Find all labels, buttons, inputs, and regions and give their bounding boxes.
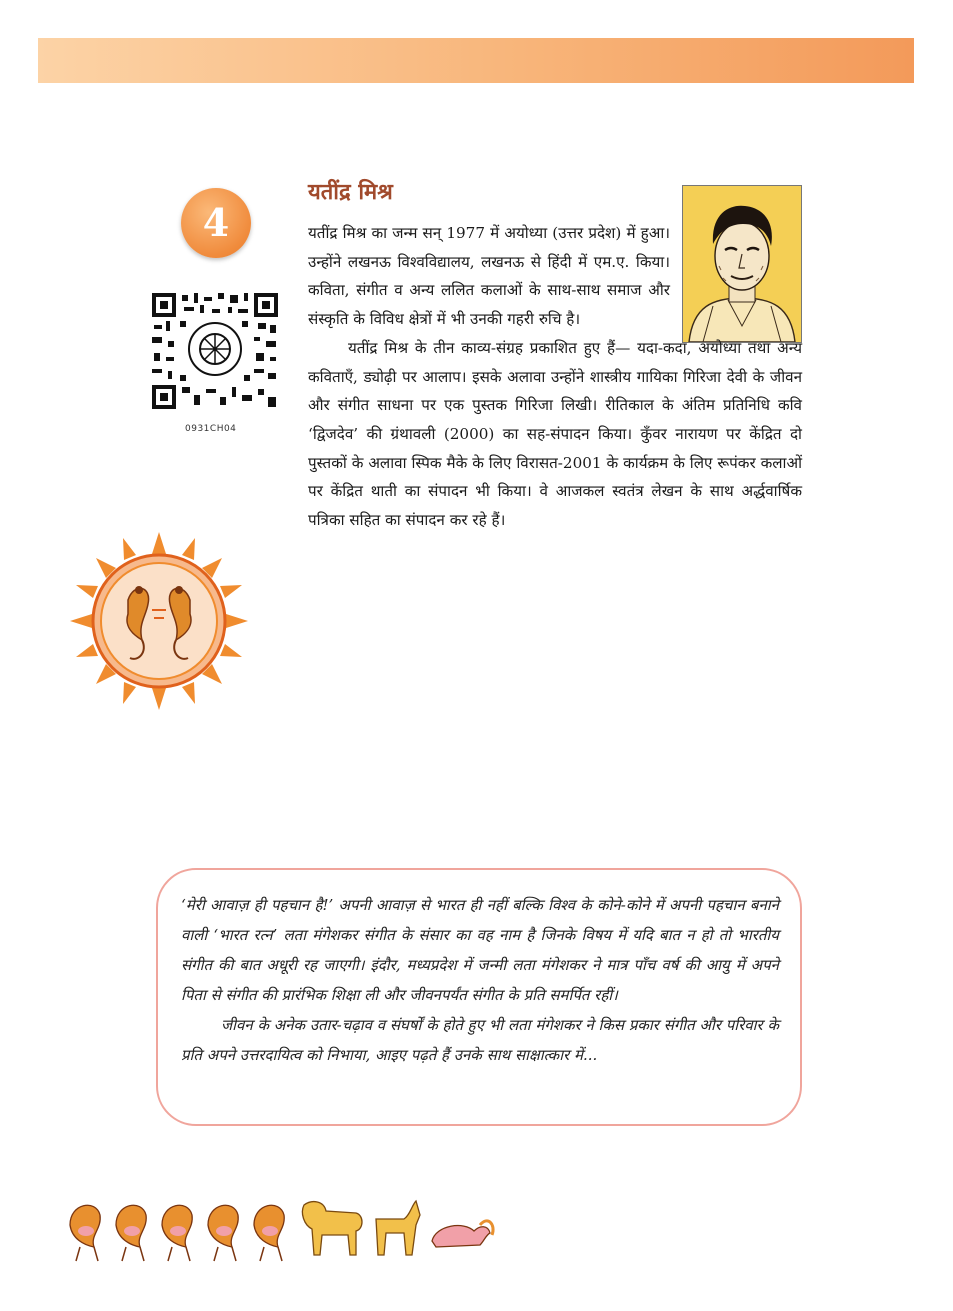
decorative-animal-frieze: [60, 1185, 510, 1265]
intro-paragraph-2: जीवन के अनेक उतार-चढ़ाव व संघर्षों के होते हुए भी लता मंगेशकर ने किस प्रकार संगीत और परिवार के प्रति अपने उत्तरदायित्व को निभाया, आइए पढ़ते हैं उनके साथ साक्षात्कार में...: [181, 1016, 779, 1064]
biography-paragraph-1: यतींद्र मिश्र का जन्म सन् 1977 में अयोध्या (उत्तर प्रदेश) में हुआ। उन्होंने लखनऊ विश्वविद्यालय, लखनऊ से हिंदी में एम.ए. किया। कविता, संगीत व अन्य ललित कलाओं के साथ-साथ समाज और संस्कृति के विविध क्षेत्रों में भी उनकी गहरी रुचि है।: [308, 224, 670, 329]
qr-code-image: [150, 291, 280, 411]
chapter-number-badge: 4: [181, 188, 251, 258]
header-band: [38, 38, 914, 83]
biography-paragraph-2: यतींद्र मिश्र के तीन काव्य-संग्रह प्रकाशित हुए हैं— यदा-कदा, अयोध्या तथा अन्य कविताएँ, ड्योढ़ी पर आलाप। इसके अलावा उन्होंने शास्त्रीय गायिका गिरिजा देवी के जीवन और संगीत साधना पर एक पुस्तक गिरिजा लिखी। रीतिकाल के अंतिम प्रतिनिधि कवि ‘द्विजदेव’ की ग्रंथावली (2000) का सह-संपादन किया। कुँवर नारायण पर केंद्रित दो पुस्तकों के अलावा स्पिक मैके के लिए विरासत-2001 के कार्यक्रम के लिए रूपंकर कलाओं पर केंद्रित थाती का संपादन भी किया। वे आजकल स्वतंत्र लेखन के साथ अर्द्धवार्षिक पत्रिका सहित का संपादन कर रहे हैं।: [308, 338, 802, 530]
decorative-sun-motif: [68, 530, 250, 712]
qr-code-label: 0931CH04: [185, 424, 237, 434]
intro-text: [181, 890, 779, 1070]
author-biography: [308, 219, 802, 535]
author-name-heading: यतींद्र मिश्र: [308, 179, 393, 205]
intro-paragraph-1: ‘मेरी आवाज़ ही पहचान है!’ अपनी आवाज़ से भारत ही नहीं बल्कि विश्व के कोने-कोने में अपनी पहचान बनाने वाली ‘भारत रत्न’ लता मंगेशकर संगीत के संसार का वह नाम है जिनके विषय में यदि बात न हो तो भारतीय संगीत की बात अधूरी रह जाएगी। इंदौर, मध्यप्रदेश में जन्मी लता मंगेशकर ने मात्र पाँच वर्ष की आयु में अपने पिता से संगीत की प्रारंभिक शिक्षा ली और जीवनपर्यंत संगीत के प्रति समर्पित रहीं।: [181, 896, 779, 1004]
